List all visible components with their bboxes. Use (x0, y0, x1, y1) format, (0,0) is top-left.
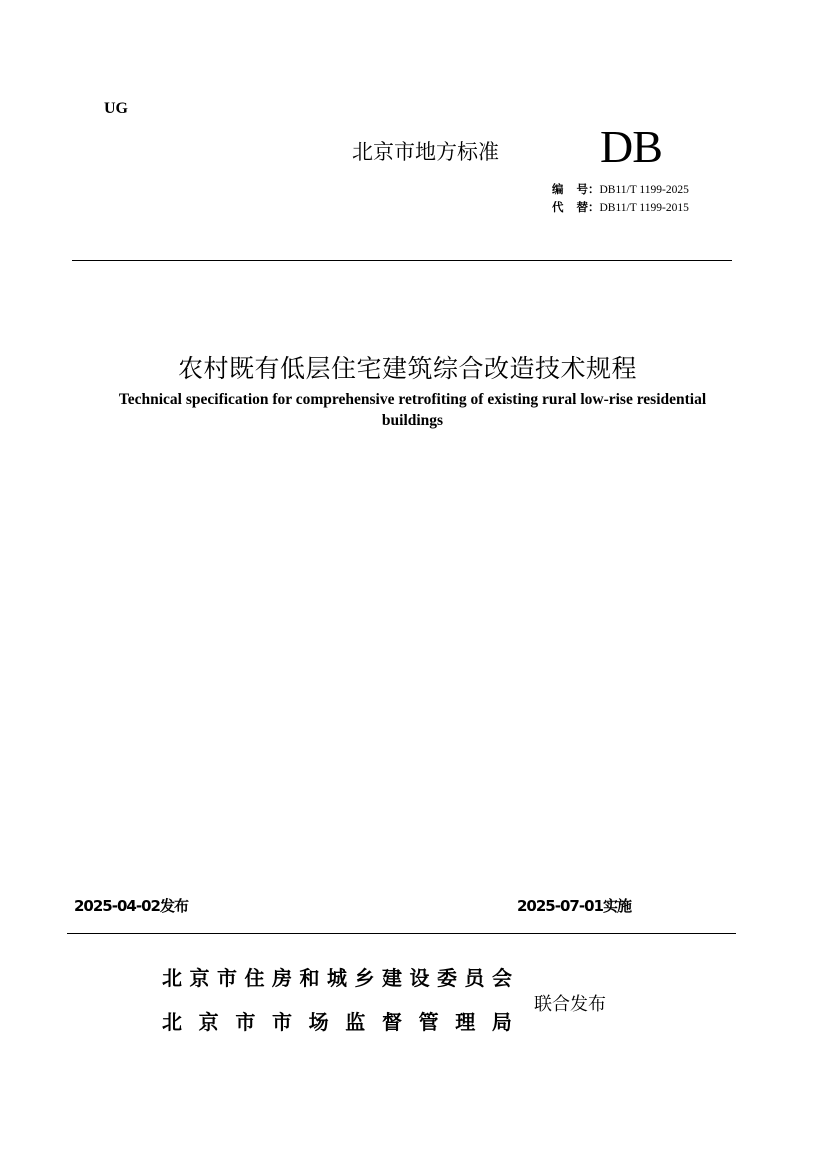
issuer-char: 督 (381, 1010, 402, 1034)
title-chinese: 农村既有低层住宅建筑综合改造技术规程 (177, 354, 637, 383)
implementation-date: 2025-07-01实施 (517, 897, 631, 915)
issuer-char: 北 (162, 966, 182, 990)
separator: ： (588, 184, 600, 196)
issuer-char: 员 (464, 966, 485, 990)
standard-mark: DB (600, 121, 662, 172)
standard-number-label: 编号 (552, 182, 588, 196)
replaced-standard (552, 199, 689, 215)
issuer-char: 市 (271, 1010, 292, 1034)
issuer-char: 理 (455, 1010, 476, 1034)
standard-number (552, 181, 689, 197)
issuer-char: 房 (272, 966, 292, 990)
separator: ： (588, 202, 600, 214)
title-english: Technical specification for comprehensive retrofiting of existing rural low-rise residential buildings (118, 391, 707, 429)
issuer-char: 北 (162, 1010, 182, 1034)
issuer-char: 会 (492, 966, 512, 990)
standard-type: 北京市地方标准 (352, 140, 499, 164)
issuer-char: 京 (198, 1010, 219, 1034)
issuer-char: 建 (382, 966, 402, 990)
top-divider (72, 260, 732, 261)
bottom-divider (67, 933, 736, 934)
issuer-char: 市 (217, 966, 237, 990)
release-date: 2025-04-02发布 (74, 897, 188, 915)
classification-code: UG (104, 100, 128, 117)
issuer-char: 监 (345, 1010, 366, 1034)
issuer-char: 城 (327, 966, 347, 990)
issuer-housing-commission (162, 962, 512, 991)
issuer-char: 乡 (354, 966, 375, 990)
issuer-char: 和 (299, 966, 320, 990)
standard-number-value: DB11/T 1199-2025 (599, 184, 689, 196)
issuer-char: 局 (491, 1010, 512, 1034)
replaced-standard-value: DB11/T 1199-2015 (599, 202, 689, 214)
issuer-char: 设 (409, 966, 430, 990)
joint-issue-label: 联合发布 (534, 994, 606, 1015)
issuer-char: 委 (437, 966, 457, 990)
issuer-market-regulation (162, 1006, 512, 1035)
issuer-char: 场 (308, 1010, 329, 1034)
replaced-standard-label: 代替 (552, 200, 588, 214)
issuer-char: 管 (418, 1010, 439, 1034)
issuer-char: 住 (244, 966, 265, 990)
issuer-char: 京 (189, 966, 210, 990)
issuer-char: 市 (235, 1010, 256, 1034)
